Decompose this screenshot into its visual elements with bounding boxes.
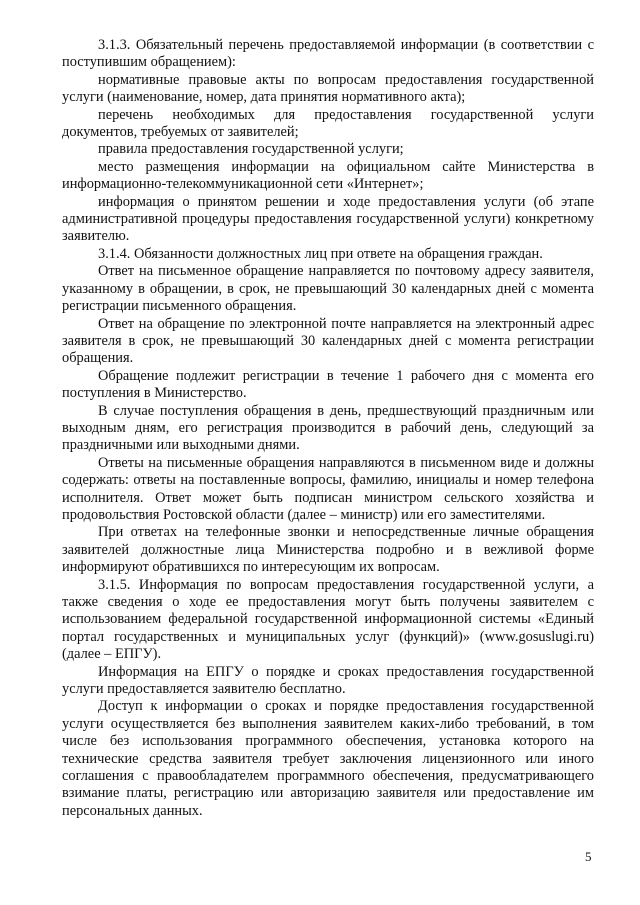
page-number: 5 <box>585 849 592 864</box>
paragraph-phone-replies: При ответах на телефонные звонки и непосредственные личные обращения заявителей должностные лица Министерства подробно и в вежливой форме информируют обратившихся по интересующим их вопросам. <box>62 524 594 576</box>
paragraph-3-1-4-heading: 3.1.4. Обязанности должностных лиц при ответе на обращения граждан. <box>98 245 543 262</box>
paragraph-decision-info: информация о принятом решении и ходе предоставления услуги (об этапе административной процедуры предоставления государственной услуги) конкретному заявителю. <box>62 193 594 245</box>
paragraph-postal-reply: Ответ на письменное обращение направляется по почтовому адресу заявителя, указанному в обращении, в срок, не превышающий 30 календарных дней с момента регистрации письменного обращения. <box>62 263 594 315</box>
document-body <box>62 37 594 820</box>
paragraph-email-reply: Ответ на обращение по электронной почте направляется на электронный адрес заявителя в срок, не превышающий 30 календарных дней с момента регистрации обращения. <box>62 315 594 367</box>
paragraph-website-placement: место размещения информации на официальном сайте Министерства в информационно-телекоммуникационной сети «Интернет»; <box>62 158 594 193</box>
paragraph-registration-term: Обращение подлежит регистрации в течение 1 рабочего дня с момента его поступления в Министерство. <box>62 367 594 402</box>
paragraph-3-1-3-heading: 3.1.3. Обязательный перечень предоставляемой информации (в соответствии с поступившим обращением): <box>62 37 594 71</box>
paragraph-required-documents: перечень необходимых для предоставления государственной услуги документов, требуемых от заявителей; <box>62 106 594 141</box>
paragraph-access-conditions: Доступ к информации о сроках и порядке предоставления государственной услуги осуществляется без выполнения заявителем каких-либо требований, в том числе без использования программного обеспечения, установка которого на технические средства заявителя требует заключения лицензионного или иного соглашения с правообладателем программного обеспечения, предусматривающего взимание платы, регистрацию или авторизацию заявителя или предоставление им персональных данных. <box>62 698 594 819</box>
paragraph-service-rules: правила предоставления государственной услуги; <box>98 141 404 158</box>
paragraph-written-replies: Ответы на письменные обращения направляются в письменном виде и должны содержать: ответы на поставленные вопросы, фамилию, инициалы и номер телефона исполнителя. Ответ может быть подписан министром сельского хозяйства и продовольствия Ростовской области (далее – министр) или его заместителями. <box>62 454 594 523</box>
paragraph-holiday-registration: В случае поступления обращения в день, предшествующий праздничным или выходным дням, его регистрация производится в рабочий день, следующий за праздничными или выходными днями. <box>62 402 594 454</box>
paragraph-3-1-5-epgu: 3.1.5. Информация по вопросам предоставления государственной услуги, а также сведения о ходе ее предоставления могут быть получены заявителем с использованием федеральной государственной информационной системы «Единый портал государственных и муниципальных услуг (функций)» (www.gosuslugi.ru) (далее – ЕПГУ). <box>62 576 594 663</box>
paragraph-epgu-free: Информация на ЕПГУ о порядке и сроках предоставления государственной услуги предоставляется заявителю бесплатно. <box>62 663 594 698</box>
paragraph-normative-acts: нормативные правовые акты по вопросам предоставления государственной услуги (наименование, номер, дата принятия нормативного акта); <box>62 71 594 106</box>
